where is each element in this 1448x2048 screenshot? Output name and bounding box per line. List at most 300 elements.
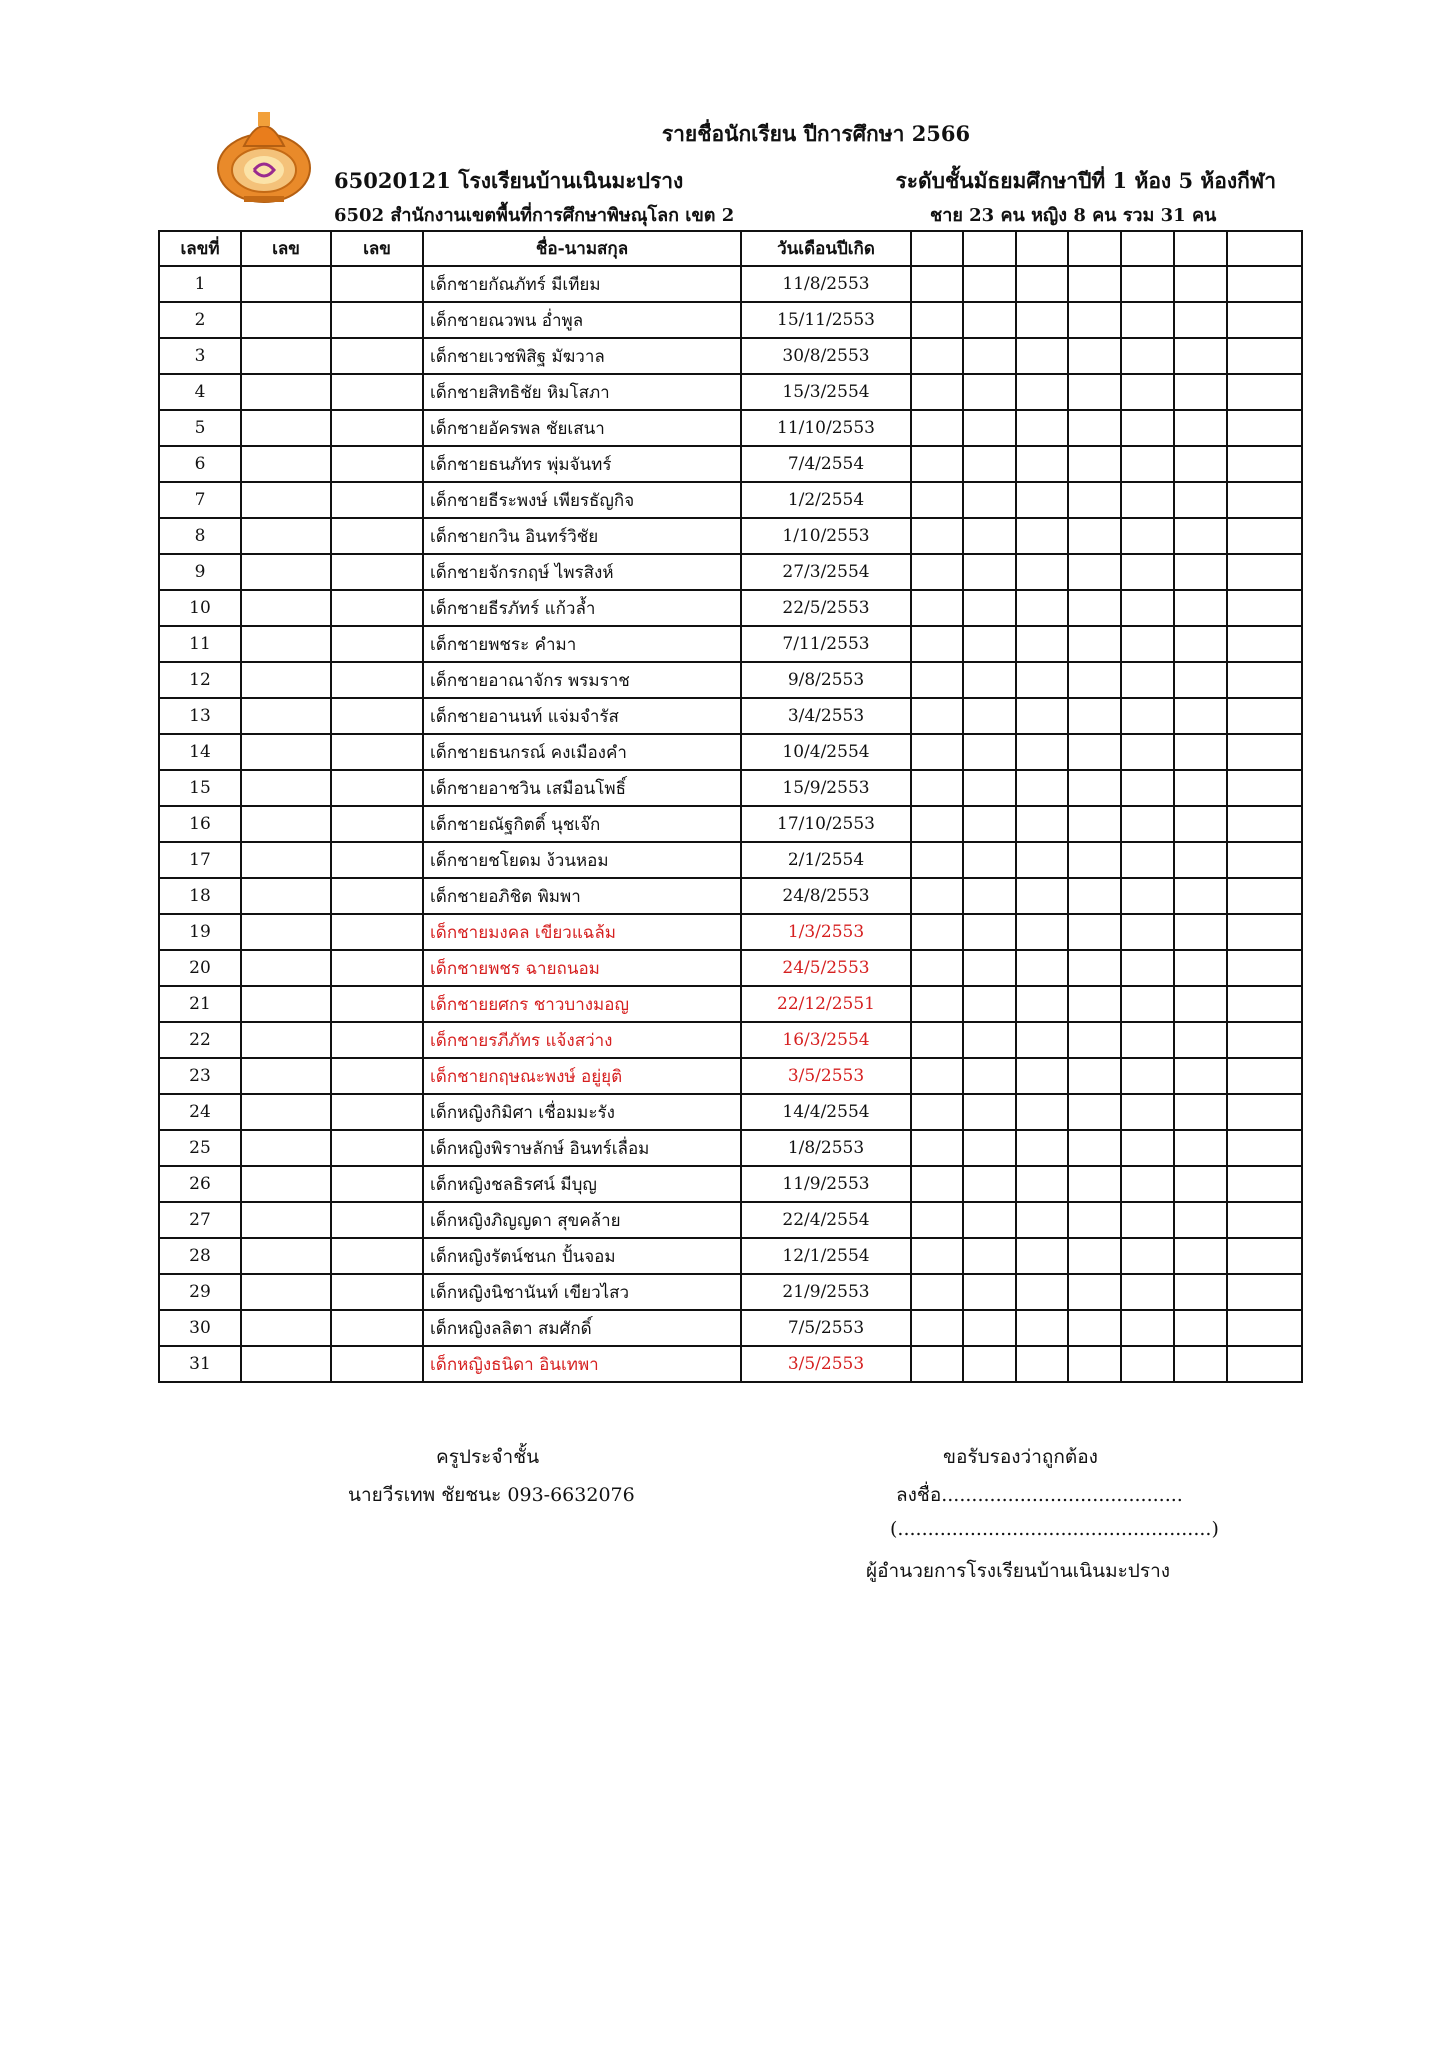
blank-cell [1121,950,1174,986]
blank-cell [1174,302,1227,338]
col-header-dob: วันเดือนปีเกิด [741,231,911,266]
blank-cell [1227,734,1302,770]
blank-cell [1068,698,1121,734]
blank-cell [1174,1094,1227,1130]
row-number: 15 [159,770,241,806]
blank-cell [1068,518,1121,554]
blank-cell [1016,1130,1068,1166]
table-row [159,446,1302,482]
blank-cell [1174,806,1227,842]
row-student-name: เด็กชายกัณภัทร์ มีเทียม [423,266,741,302]
row-id-cell [241,518,331,554]
row-id-cell-2 [331,302,423,338]
row-id-cell [241,950,331,986]
blank-cell [963,770,1016,806]
row-number: 2 [159,302,241,338]
blank-cell [1227,914,1302,950]
blank-cell [911,842,963,878]
row-id-cell-2 [331,590,423,626]
blank-cell [1227,1130,1302,1166]
row-id-cell-2 [331,518,423,554]
table-row [159,374,1302,410]
table-row [159,914,1302,950]
row-birth-date: 15/11/2553 [741,302,911,338]
blank-cell [1174,590,1227,626]
blank-cell [1121,878,1174,914]
blank-cell [1227,626,1302,662]
blank-cell [1121,914,1174,950]
row-id-cell [241,1202,331,1238]
blank-cell [1174,518,1227,554]
row-id-cell-2 [331,554,423,590]
blank-cell [911,1310,963,1346]
row-id-cell-2 [331,338,423,374]
blank-cell [1068,590,1121,626]
table-row [159,338,1302,374]
blank-cell [1174,986,1227,1022]
row-birth-date: 21/9/2553 [741,1274,911,1310]
student-roster-table [158,230,1303,1383]
row-number: 12 [159,662,241,698]
blank-cell [963,266,1016,302]
row-birth-date: 11/8/2553 [741,266,911,302]
blank-cell [1121,698,1174,734]
school-name: 65020121 โรงเรียนบ้านเนินมะปราง [334,168,684,193]
blank-cell [1068,1022,1121,1058]
row-student-name: เด็กชายพชระ คำมา [423,626,741,662]
row-id-cell [241,410,331,446]
blank-cell [1068,266,1121,302]
row-id-cell-2 [331,1130,423,1166]
blank-cell [1068,662,1121,698]
row-id-cell [241,626,331,662]
row-student-name: เด็กชายยศกร ชาวบางมอญ [423,986,741,1022]
row-id-cell-2 [331,446,423,482]
blank-cell [963,554,1016,590]
blank-cell [911,1130,963,1166]
row-student-name: เด็กชายธนกรณ์ คงเมืองคำ [423,734,741,770]
row-student-name: เด็กหญิงลลิตา สมศักดิ์ [423,1310,741,1346]
blank-cell [1016,662,1068,698]
row-id-cell [241,1058,331,1094]
row-id-cell [241,734,331,770]
blank-cell [1174,554,1227,590]
blank-cell [911,1058,963,1094]
table-row [159,1202,1302,1238]
blank-cell [1121,1022,1174,1058]
blank-cell [1121,806,1174,842]
row-student-name: เด็กชายชโยดม ง้วนหอม [423,842,741,878]
blank-cell [1174,662,1227,698]
row-birth-date: 7/11/2553 [741,626,911,662]
row-birth-date: 9/8/2553 [741,662,911,698]
blank-cell [1174,1310,1227,1346]
blank-cell [1174,1058,1227,1094]
row-number: 5 [159,410,241,446]
blank-cell [963,590,1016,626]
table-row [159,806,1302,842]
row-id-cell-2 [331,806,423,842]
row-id-cell [241,842,331,878]
row-id-cell-2 [331,734,423,770]
row-id-cell [241,554,331,590]
blank-cell [911,446,963,482]
blank-cell [1016,1166,1068,1202]
table-row [159,482,1302,518]
blank-cell [1121,1094,1174,1130]
row-id-cell [241,266,331,302]
blank-cell [1068,338,1121,374]
blank-cell [911,662,963,698]
row-id-cell [241,1238,331,1274]
row-id-cell-2 [331,1346,423,1382]
blank-cell [911,1238,963,1274]
blank-cell [1227,590,1302,626]
blank-cell [1068,734,1121,770]
row-id-cell [241,914,331,950]
blank-cell [1227,446,1302,482]
row-birth-date: 7/4/2554 [741,446,911,482]
row-student-name: เด็กชายพชร ฉายถนอม [423,950,741,986]
row-id-cell-2 [331,1166,423,1202]
blank-cell [963,482,1016,518]
row-birth-date: 2/1/2554 [741,842,911,878]
row-number: 24 [159,1094,241,1130]
row-id-cell-2 [331,878,423,914]
blank-cell [1121,410,1174,446]
row-id-cell-2 [331,914,423,950]
blank-cell [1121,518,1174,554]
row-id-cell [241,1274,331,1310]
blank-cell [1121,590,1174,626]
blank-cell [1016,1346,1068,1382]
row-birth-date: 16/3/2554 [741,1022,911,1058]
blank-cell [1016,266,1068,302]
row-id-cell [241,1022,331,1058]
blank-cell [1068,554,1121,590]
blank-cell [1174,1130,1227,1166]
row-student-name: เด็กชายอัครพล ชัยเสนา [423,410,741,446]
row-number: 20 [159,950,241,986]
row-id-cell-2 [331,1022,423,1058]
row-birth-date: 15/9/2553 [741,770,911,806]
blank-cell [1121,266,1174,302]
blank-cell [1016,806,1068,842]
row-birth-date: 7/5/2553 [741,1310,911,1346]
blank-cell [1068,374,1121,410]
blank-cell [1068,842,1121,878]
blank-cell [963,1130,1016,1166]
row-id-cell-2 [331,1310,423,1346]
blank-cell [1016,950,1068,986]
table-row [159,662,1302,698]
blank-cell [1174,1274,1227,1310]
col-header-blank [1068,231,1121,266]
blank-cell [1016,1058,1068,1094]
col-header-name: ชื่อ-นามสกุล [423,231,741,266]
blank-cell [1174,446,1227,482]
blank-cell [1174,950,1227,986]
table-row [159,770,1302,806]
student-counts: ชาย 23 คน หญิง 8 คน รวม 31 คน [930,205,1217,226]
row-birth-date: 15/3/2554 [741,374,911,410]
row-number: 16 [159,806,241,842]
row-id-cell [241,698,331,734]
row-id-cell [241,806,331,842]
blank-cell [911,698,963,734]
blank-cell [1227,518,1302,554]
blank-cell [963,842,1016,878]
row-student-name: เด็กหญิงพิราษลักษ์ อินทร์เลื่อม [423,1130,741,1166]
row-id-cell-2 [331,482,423,518]
blank-cell [1016,626,1068,662]
blank-cell [911,806,963,842]
row-birth-date: 22/12/2551 [741,986,911,1022]
blank-cell [1174,1238,1227,1274]
row-birth-date: 12/1/2554 [741,1238,911,1274]
blank-cell [911,734,963,770]
blank-cell [1016,1202,1068,1238]
row-id-cell-2 [331,950,423,986]
row-birth-date: 22/5/2553 [741,590,911,626]
row-birth-date: 1/3/2553 [741,914,911,950]
blank-cell [1016,1238,1068,1274]
blank-cell [963,734,1016,770]
blank-cell [1174,1022,1227,1058]
row-number: 30 [159,1310,241,1346]
row-number: 8 [159,518,241,554]
row-student-name: เด็กชายมงคล เขียวแฉล้ม [423,914,741,950]
blank-cell [1068,410,1121,446]
row-id-cell-2 [331,410,423,446]
blank-cell [1174,914,1227,950]
blank-cell [1227,842,1302,878]
table-row [159,950,1302,986]
table-row [159,1166,1302,1202]
blank-cell [1174,734,1227,770]
blank-cell [1016,482,1068,518]
blank-cell [963,914,1016,950]
homeroom-teacher-label: ครูประจำชั้น [436,1446,540,1468]
blank-cell [1121,842,1174,878]
blank-cell [1174,1346,1227,1382]
blank-cell [1121,1238,1174,1274]
blank-cell [911,410,963,446]
blank-cell [1227,986,1302,1022]
row-id-cell-2 [331,986,423,1022]
row-number: 21 [159,986,241,1022]
blank-cell [1068,950,1121,986]
row-number: 18 [159,878,241,914]
blank-cell [1016,1274,1068,1310]
blank-cell [1227,266,1302,302]
row-student-name: เด็กชายธีรภัทร์ แก้วล้ำ [423,590,741,626]
row-student-name: เด็กชายอาณาจักร พรมราช [423,662,741,698]
col-header-id: เลข [241,231,331,266]
blank-cell [1121,1166,1174,1202]
row-number: 13 [159,698,241,734]
row-id-cell-2 [331,1202,423,1238]
blank-cell [1121,1310,1174,1346]
row-birth-date: 17/10/2553 [741,806,911,842]
blank-cell [963,1346,1016,1382]
roster-body [159,266,1302,1382]
blank-cell [911,1094,963,1130]
blank-cell [1227,1094,1302,1130]
table-row [159,698,1302,734]
col-header-number: เลขที่ [159,231,241,266]
row-id-cell [241,338,331,374]
blank-cell [963,626,1016,662]
blank-cell [1121,734,1174,770]
blank-cell [963,1094,1016,1130]
row-id-cell [241,374,331,410]
table-row [159,518,1302,554]
table-row [159,1058,1302,1094]
row-number: 7 [159,482,241,518]
row-id-cell [241,446,331,482]
blank-cell [963,374,1016,410]
row-birth-date: 3/5/2553 [741,1058,911,1094]
row-id-cell-2 [331,266,423,302]
row-id-cell [241,1166,331,1202]
page-title: รายชื่อนักเรียน ปีการศึกษา 2566 [661,121,971,146]
blank-cell [1174,482,1227,518]
blank-cell [1174,338,1227,374]
blank-cell [1068,770,1121,806]
blank-cell [1068,1094,1121,1130]
row-student-name: เด็กชายอานนท์ แจ่มจำรัส [423,698,741,734]
table-row [159,590,1302,626]
blank-cell [911,1274,963,1310]
blank-cell [1016,914,1068,950]
row-id-cell-2 [331,1238,423,1274]
row-number: 3 [159,338,241,374]
blank-cell [1121,1058,1174,1094]
col-header-blank [1174,231,1227,266]
row-id-cell [241,590,331,626]
row-number: 17 [159,842,241,878]
blank-cell [1068,1166,1121,1202]
table-header-row [159,231,1302,266]
table-row [159,410,1302,446]
blank-cell [911,302,963,338]
blank-cell [963,1022,1016,1058]
row-id-cell [241,1310,331,1346]
blank-cell [1016,1094,1068,1130]
blank-cell [1121,770,1174,806]
table-row [159,734,1302,770]
blank-cell [1227,1058,1302,1094]
blank-cell [1121,302,1174,338]
table-row [159,1238,1302,1274]
col-header-blank [963,231,1016,266]
blank-cell [963,338,1016,374]
blank-cell [1227,1022,1302,1058]
table-row [159,1346,1302,1382]
row-birth-date: 1/8/2553 [741,1130,911,1166]
row-student-name: เด็กชายธนภัทร พุ่มจันทร์ [423,446,741,482]
row-student-name: เด็กชายณวพน อ่ำพูล [423,302,741,338]
row-birth-date: 11/10/2553 [741,410,911,446]
col-header-blank [1016,231,1068,266]
blank-cell [911,1346,963,1382]
row-birth-date: 1/10/2553 [741,518,911,554]
table-row [159,878,1302,914]
row-number: 23 [159,1058,241,1094]
blank-cell [1016,986,1068,1022]
blank-cell [1016,446,1068,482]
blank-cell [1068,302,1121,338]
row-number: 28 [159,1238,241,1274]
blank-cell [911,590,963,626]
row-birth-date: 14/4/2554 [741,1094,911,1130]
blank-cell [963,1166,1016,1202]
blank-cell [1016,734,1068,770]
blank-cell [963,1238,1016,1274]
blank-cell [1174,266,1227,302]
row-student-name: เด็กหญิงรัตน์ชนก ปั้นจอม [423,1238,741,1274]
row-id-cell-2 [331,1058,423,1094]
blank-cell [1227,338,1302,374]
row-number: 22 [159,1022,241,1058]
row-number: 26 [159,1166,241,1202]
row-student-name: เด็กหญิงธนิดา อินเทพา [423,1346,741,1382]
blank-cell [911,914,963,950]
row-number: 25 [159,1130,241,1166]
blank-cell [1174,878,1227,914]
blank-cell [1227,1346,1302,1382]
blank-cell [911,374,963,410]
blank-cell [1016,1310,1068,1346]
blank-cell [1068,1202,1121,1238]
blank-cell [963,518,1016,554]
row-number: 19 [159,914,241,950]
row-birth-date: 3/5/2553 [741,1346,911,1382]
blank-cell [1227,1202,1302,1238]
blank-cell [1121,1274,1174,1310]
row-id-cell [241,302,331,338]
blank-cell [1121,482,1174,518]
row-number: 31 [159,1346,241,1382]
class-level: ระดับชั้นมัธยมศึกษาปีที่ 1 ห้อง 5 ห้องกีฬา [895,168,1276,193]
row-student-name: เด็กชายกวิน อินทร์วิชัย [423,518,741,554]
blank-cell [911,1202,963,1238]
blank-cell [1227,1238,1302,1274]
blank-cell [1227,878,1302,914]
row-number: 10 [159,590,241,626]
blank-cell [911,518,963,554]
row-student-name: เด็กหญิงกิมิศา เชื่อมมะรัง [423,1094,741,1130]
row-number: 14 [159,734,241,770]
blank-cell [1016,590,1068,626]
row-birth-date: 24/5/2553 [741,950,911,986]
row-birth-date: 11/9/2553 [741,1166,911,1202]
blank-cell [1016,842,1068,878]
blank-cell [911,770,963,806]
blank-cell [1016,338,1068,374]
col-header-id-2: เลข [331,231,423,266]
blank-cell [1068,1274,1121,1310]
row-number: 9 [159,554,241,590]
blank-cell [1227,1274,1302,1310]
blank-cell [963,986,1016,1022]
director-title: ผู้อำนวยการโรงเรียนบ้านเนินมะปราง [866,1560,1171,1582]
blank-cell [963,662,1016,698]
table-row [159,1022,1302,1058]
blank-cell [1121,338,1174,374]
table-row [159,302,1302,338]
